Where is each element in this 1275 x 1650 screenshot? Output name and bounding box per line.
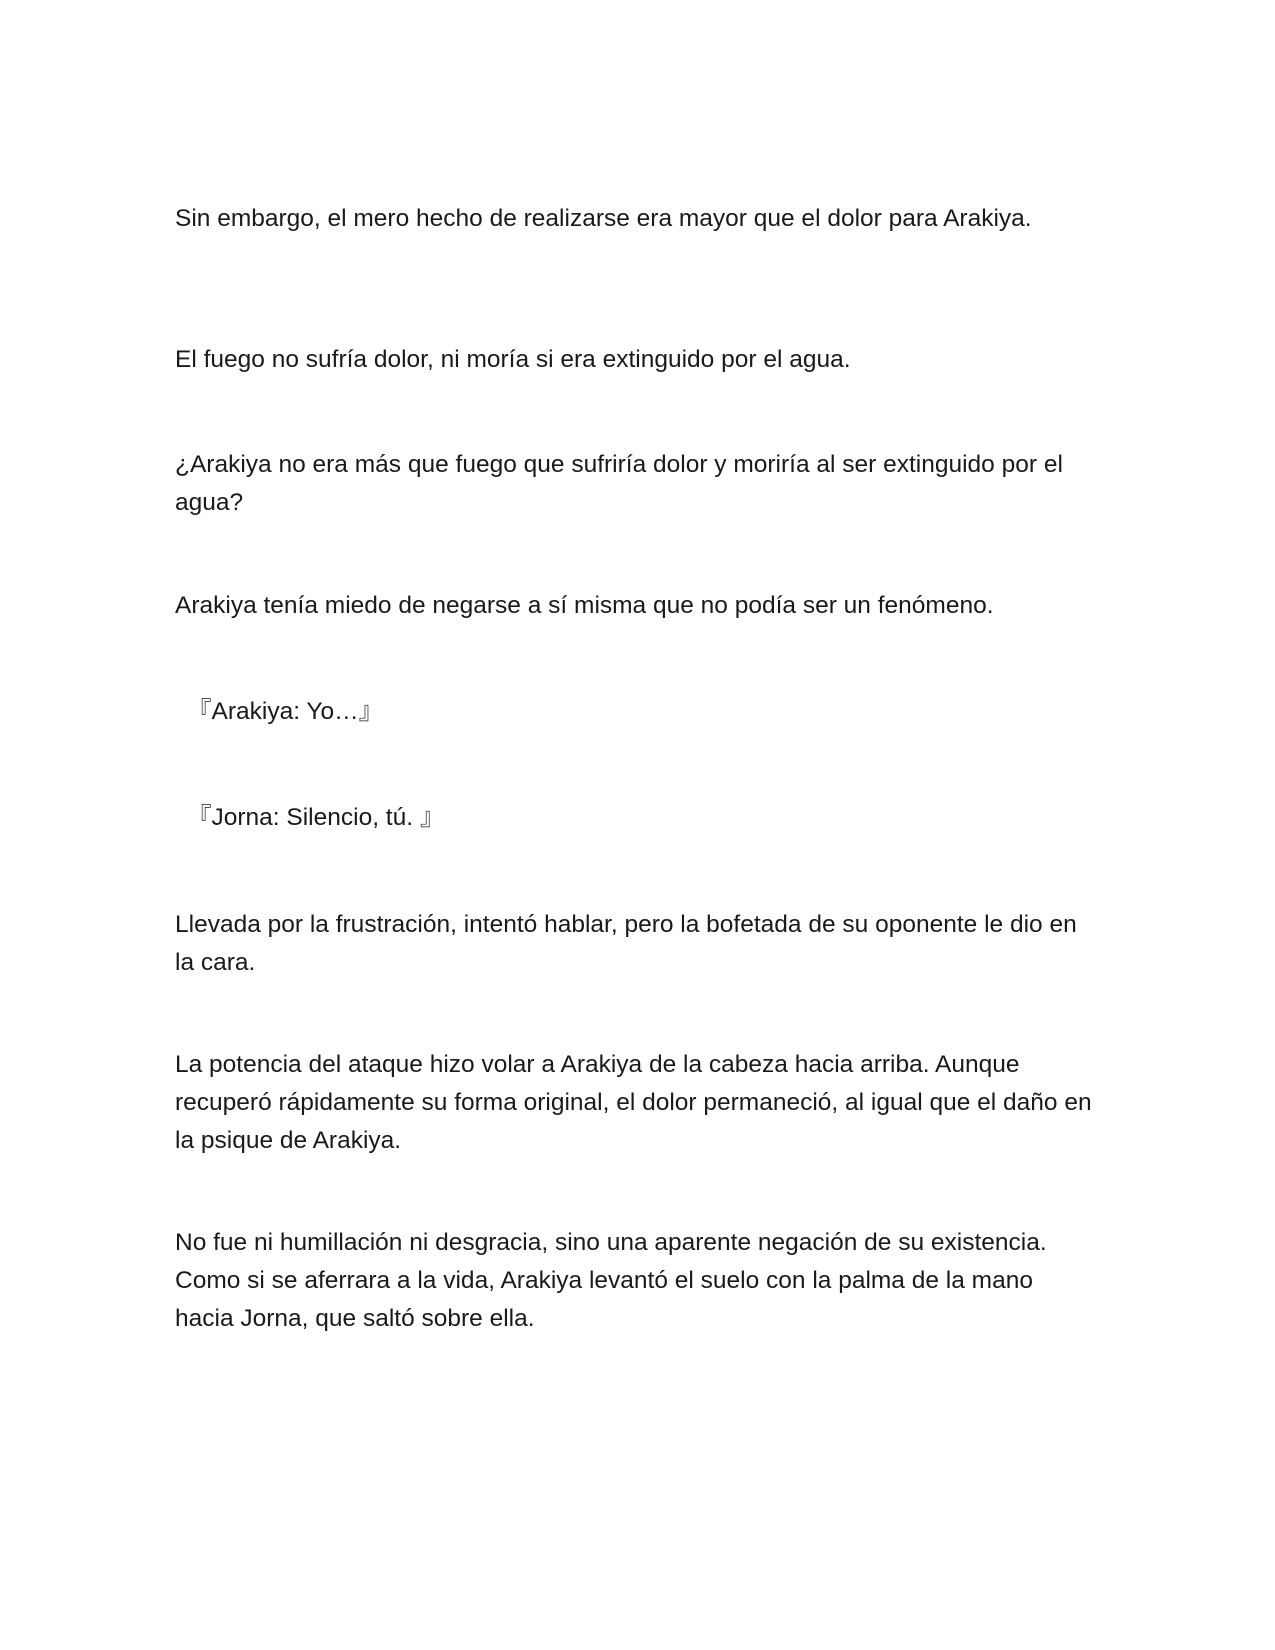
paragraph-7: No fue ni humillación ni desgracia, sino una aparente negación de su existencia. Como si se aferrara a la vida, Arakiya levantó el suelo con la palma de la mano hacia Jorna, que saltó sobre ella. xyxy=(175,1229,1047,1332)
paragraph-3: ¿Arakiya no era más que fuego que sufriría dolor y moriría al ser extinguido por el agua? xyxy=(175,451,1063,516)
dialogue-arakiya: 『Arakiya: Yo…』 xyxy=(187,698,384,725)
paragraph-2: El fuego no sufría dolor, ni moría si era extinguido por el agua. xyxy=(175,346,851,373)
paragraph-5: Llevada por la frustración, intentó hablar, pero la bofetada de su oponente le dio en la cara. xyxy=(175,911,1077,976)
dialogue-jorna: 『Jorna: Silencio, tú. 』 xyxy=(187,804,445,831)
paragraph-1: Sin embargo, el mero hecho de realizarse era mayor que el dolor para Arakiya. xyxy=(175,205,1032,232)
paragraph-6: La potencia del ataque hizo volar a Arakiya de la cabeza hacia arriba. Aunque recuperó rápidamente su forma original, el dolor permaneció, al igual que el daño en la psique de Arakiya. xyxy=(175,1051,1092,1154)
paragraph-4: Arakiya tenía miedo de negarse a sí misma que no podía ser un fenómeno. xyxy=(175,592,994,619)
